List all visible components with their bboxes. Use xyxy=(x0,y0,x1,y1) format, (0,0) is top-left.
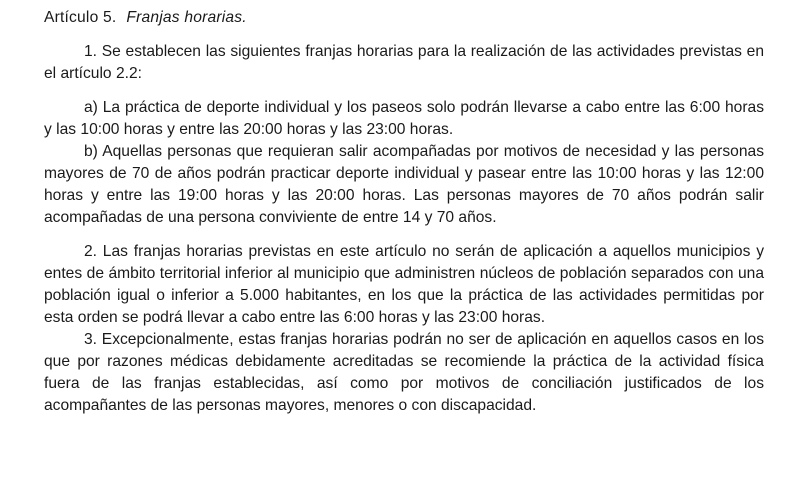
article-heading xyxy=(44,7,764,29)
article-number: Artículo 5. xyxy=(44,9,117,26)
paragraph-gap xyxy=(44,229,764,241)
paragraph-3: 3. Excepcionalmente, estas franjas horarias podrán no ser de aplicación en aquellos casos en los que por razones médicas debidamente acreditadas se recomiende la práctica de la actividad física fuera de las franjas establecidas, así como por motivos de conciliación justificados de los acompañantes de las personas mayores, menores o con discapacidad. xyxy=(44,331,764,414)
paragraph-1a: a) La práctica de deporte individual y los paseos solo podrán llevarse a cabo entre las 6:00 horas y las 10:00 horas y entre las 20:00 horas y las 23:00 horas. xyxy=(44,99,764,138)
paragraph-gap xyxy=(44,85,764,97)
paragraph-2: 2. Las franjas horarias previstas en este artículo no serán de aplicación a aquellos municipios y entes de ámbito territorial inferior al municipio que administren núcleos de población separados con una población igual o inferior a 5.000 habitantes, en los que la práctica de las actividades permitidas por esta orden se podrá llevar a cabo entre las 6:00 horas y las 23:00 horas. xyxy=(44,243,764,326)
paragraph-1b: b) Aquellas personas que requieran salir acompañadas por motivos de necesidad y las personas mayores de 70 de años podrán practicar deporte individual y pasear entre las 10:00 horas y las 12:00 horas y entre las 19:00 horas y las 20:00 horas. Las personas mayores de 70 años podrán salir acompañadas de una persona conviviente de entre 14 y 70 años. xyxy=(44,143,764,226)
article-title: Franjas horarias. xyxy=(126,9,247,26)
paragraph-1: 1. Se establecen las siguientes franjas horarias para la realización de las actividades previstas en el artículo 2.2: xyxy=(44,43,764,82)
